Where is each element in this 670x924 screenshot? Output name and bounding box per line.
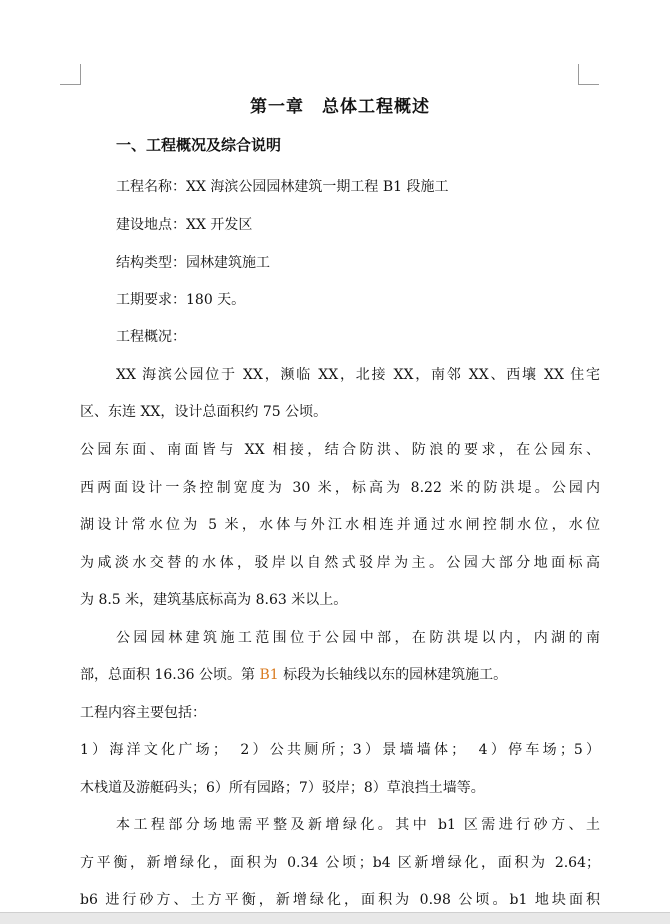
location-line: 建设地点：XX 开发区 [116, 217, 253, 233]
overview-label: 工程概况： [116, 329, 186, 345]
paragraph-5-line-1: 本工程部分场地需平整及新增绿化。其中 b1 区需进行砂方、土 [116, 817, 600, 833]
page-bottom-edge [0, 912, 670, 924]
paragraph-3-line-2-part-c: 标段为长轴线以东的园林建筑施工。 [278, 667, 508, 683]
content-list-line-2: 木栈道及游艇码头；6）所有园路；7）驳岸；8）草浪挡土墙等。 [80, 780, 485, 796]
paragraph-3-line-3: 工程内容主要包括： [80, 705, 206, 721]
structure-line: 结构类型：园林建筑施工 [116, 255, 270, 271]
margin-corner-mark-right [578, 64, 599, 85]
duration-line: 工期要求：180 天。 [116, 292, 246, 308]
paragraph-2-line-4: 为咸淡水交替的水体，驳岸以自然式驳岸为主。公园大部分地面标高 [80, 555, 600, 571]
project-name-line: 工程名称：XX 海滨公园园林建筑一期工程 B1 段施工 [116, 179, 449, 195]
margin-corner-mark-left [60, 64, 81, 85]
section-b1-highlight: B1 [259, 667, 279, 683]
paragraph-3-line-1: 公园园林建筑施工范围位于公园中部，在防洪堤以内，内湖的南 [116, 630, 600, 646]
paragraph-3-line-2-part-a: 部，总面积 16.36 公顷。第 [80, 667, 260, 683]
paragraph-2-line-1: 公园东面、南面皆与 XX 相接，结合防洪、防浪的要求，在公园东、 [80, 442, 600, 458]
paragraph-2-line-2: 西两面设计一条控制宽度为 30 米，标高为 8.22 米的防洪堤。公园内 [80, 480, 600, 496]
chapter-title: 第一章 总体工程概述 [250, 97, 430, 117]
section-heading: 一、工程概况及综合说明 [116, 136, 282, 154]
paragraph-3-line-2 [80, 664, 600, 684]
paragraph-5-line-3: b6 进行砂方、土方平衡，新增绿化，面积为 0.98 公顷。b1 地块面积 [80, 892, 600, 908]
paragraph-5-line-2: 方平衡，新增绿化，面积为 0.34 公顷；b4 区新增绿化，面积为 2.64； [80, 855, 600, 871]
paragraph-1-line-2: 区、东连 XX，设计总面积约 75 公顷。 [80, 404, 328, 420]
paragraph-1-line-1: XX 海滨公园位于 XX，濒临 XX，北接 XX，南邻 XX、西壤 XX 住宅 [116, 367, 600, 383]
paragraph-2-line-5: 为 8.5 米，建筑基底标高为 8.63 米以上。 [80, 592, 348, 608]
paragraph-2-line-3: 湖设计常水位为 5 米，水体与外江水相连并通过水闸控制水位，水位 [80, 517, 600, 533]
content-list-line-1: 1）海洋文化广场； 2）公共厕所；3）景墙墙体； 4）停车场；5） [80, 742, 600, 758]
